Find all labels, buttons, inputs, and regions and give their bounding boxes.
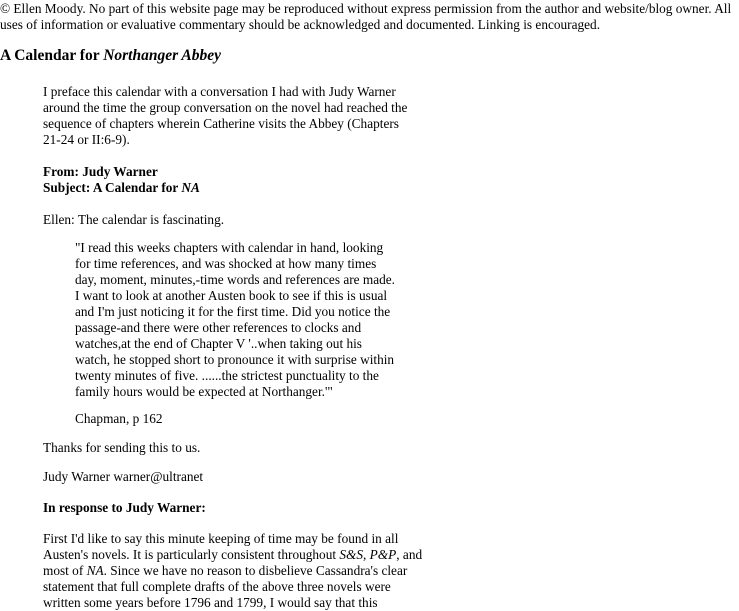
- signature-line: Judy Warner warner@ultranet: [43, 469, 204, 484]
- thanks-line: Thanks for sending this to us.: [43, 440, 201, 455]
- page-title-prefix: A Calendar for: [0, 47, 104, 64]
- response-line: written some years before 1796 and 1799, I would say that this: [43, 595, 378, 610]
- quote-line: for time references, and was shocked at how many times: [75, 256, 377, 271]
- copyright-notice: © Ellen Moody. No part of this website page may be reproduced without express permission from the author and website/blog owner. All uses of information or evaluative commentary should be acknowledged and documented. Linking is encouraged.: [0, 1, 732, 32]
- email-header: [43, 164, 413, 196]
- blockquote: [75, 240, 395, 400]
- quote-line: watch, he stopped short to pronounce it with surprise within: [75, 352, 395, 367]
- quote-line: watches,at the end of Chapter V '..when taking out his: [75, 336, 362, 351]
- response-text: Austen's novels. It is particularly consistent throughout: [43, 547, 340, 562]
- quote-line: I want to look at another Austen book to see if this is usual: [75, 288, 388, 303]
- email-subject: [43, 180, 200, 195]
- page-title-novel: Northanger Abbey: [103, 47, 222, 64]
- citation: Chapman, p 162: [75, 411, 163, 426]
- salutation: Ellen: The calendar is fascinating.: [43, 212, 225, 227]
- novel-title-ss: S&S: [339, 547, 364, 562]
- response-text: . Since we have no reason to disbelieve Cassandra's clear: [103, 563, 408, 578]
- quote-line: passage-and there were other references to clocks and: [75, 320, 362, 335]
- response-paragraph: [43, 531, 423, 611]
- email-from: From: Judy Warner: [43, 164, 158, 179]
- novel-title-na: NA: [86, 563, 104, 578]
- response-text: most of: [43, 563, 87, 578]
- quote-line: twenty minutes of five. ......the strictest punctuality to the: [75, 368, 379, 383]
- quote-line: and I'm just noticing it for the first time. Did you notice the: [75, 304, 391, 319]
- response-text: ,: [363, 547, 370, 562]
- response-line: [43, 563, 413, 579]
- quote-line: day, moment, minutes,-time words and references are made.: [75, 272, 395, 287]
- response-line: statement that full complete drafts of the above three novels were: [43, 579, 391, 594]
- page-title: [0, 47, 221, 65]
- response-line: First I'd like to say this minute keeping of time may be found in all: [43, 531, 399, 546]
- email-subject-prefix: Subject: A Calendar for: [43, 180, 182, 195]
- novel-title-pp: P&P: [369, 547, 397, 562]
- response-line: [43, 547, 423, 563]
- quote-line: family hours would be expected at Northanger.'": [75, 384, 333, 399]
- response-heading: In response to Judy Warner:: [43, 500, 206, 515]
- quote-line: "I read this weeks chapters with calendar in hand, looking: [75, 240, 384, 255]
- preface-paragraph: I preface this calendar with a conversation I had with Judy Warner around the time the group conversation on the novel had reached the sequence of chapters wherein Catherine visits the Abbey (Chapters 21-24 or II:6-9).: [43, 84, 408, 147]
- response-text: , and: [396, 547, 423, 562]
- email-subject-italic: NA: [181, 180, 200, 195]
